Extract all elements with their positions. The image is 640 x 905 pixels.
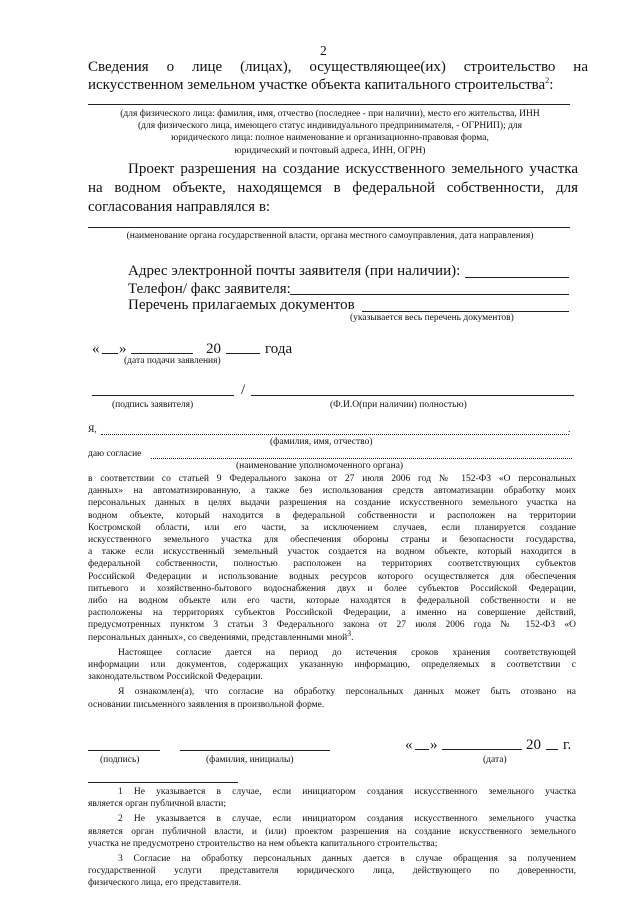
bottom-g: г. [563,737,572,753]
bottom-sign-note: (подпись) [100,755,140,765]
bottom-date-note: (дата) [483,755,507,765]
phone-line [290,294,569,295]
year-word: года [265,341,293,357]
slash: / [241,382,246,398]
bottom-year-line [546,749,558,750]
docs-note: (указывается весь перечень документов) [350,313,514,323]
page-number: 2 [320,43,327,58]
footnote-mark-3: 3 [347,628,352,638]
bottom-open-quote: « [405,737,413,753]
open-quote: « [92,341,100,357]
authority-line [88,227,570,228]
applicant-note: (для физического лица: фамилия, имя, отчество (последнее - при наличии), место его жительства, ИНН (для физического лица, имеющего статус индивидуального предпринимателя, - ОГРНИП); для юридического лица: полное наименование и организационно-правовая форма, юридический и почтовый адреса, ИНН, ОГРН) [120,109,540,156]
applicant-line [88,104,570,105]
give-consent-label: даю согласие [88,449,142,459]
docs-label: Перечень прилагаемых документов [128,297,355,313]
bottom-name-line [180,750,330,751]
footnote-mark-2: 2 [545,76,550,85]
bottom-name-note: (фамилия, инициалы) [206,755,294,765]
heading-line-1: Сведения о лице (лицах), осуществляющее(их) строительство на [88,59,588,75]
bottom-sign-line [88,750,160,751]
bottom-day-line [415,749,429,750]
close-quote: » [119,341,127,357]
signature-line [92,395,234,396]
bottom-close-quote: » [430,737,438,753]
footnotes: 1 Не указывается в случае, если инициатором создания искусственного земельного участка является орган публичной власти; 2 Не указывается в случае, если инициатором создания искусственного земельного участка является орган публичной власти, и (или) проектом разрешения на создание искусственного земельного участка не предусмотрено строительство на нем объекта капитального строительства; 3 Согласие на обработку персональных данных дается в случае обращения за получением государственной услуги представителя юридического лица, действующего по доверенности, физического лица, его представителя. [88,787,576,889]
consent-paragraph: в соответствии со статьей 9 Федерального закона от 27 июля 2006 год № 152-ФЗ «О персональных данных» на автоматизированную, а также без использования средств автоматизации обработку моих персональных данных в целях выдачи разрешения на создание искусственного земельного участка на водном объекте, который находится в федеральной собственности и расположен на территории Костромской области, или его части, за исключением случаев, если планируется создание искусственного земельного участка для обеспечения обороны страны и безопасности государства, а также если искусственный земельный участок создается на водном объекте, который находится в федеральной собственности, полностью расположен на территориях соответствующих субъектов Российской Федерации и использование водных ресурсов которого осуществляется для обеспечения питьевого и хозяйственно-бытового водоснабжения двух и более субъектов Российской Федерации, либо на водном объекте или его части, которые находятся в федеральной собственности и не расположены на территориях субъектов Российской Федерации, а именно на совершение действий, предусмотренных пунктом 3 статьи 3 Федерального закона от 27 июля 2006 года № 152-ФЗ «О персональных данных», со сведениями, представленными мной$^3$. Настоящее согласие дается на период до истечения сроков хранения соответствующей информации или документов, содержащих указанную информацию, определяемых в соответствии с законодательством Российской Федерации. Я ознакомлен(а), что согласие на обработку персональных данных может быть отозвано на основании письменного заявления в произвольной форме. [88,474,576,710]
email-label: Адрес электронной почты заявителя (при наличии): [128,263,461,279]
bottom-month-line [442,749,522,750]
name-note: (Ф.И.О(при наличии) полностью) [330,400,467,410]
project-text: Проект разрешения на создание искусственного земельного участка на водном объекте, находящемся в федеральной собственности, для согласования направлялся в: [88,161,578,215]
month-line [131,353,193,354]
authority-note: (наименование органа государственной власти, органа местного самоуправления, дата направления) [126,231,534,241]
year-prefix: 20 [206,341,221,357]
fio-line [101,434,569,435]
year-line [226,353,260,354]
footnote-separator [88,782,238,783]
phone-label: Телефон/ факс заявителя: [128,281,291,297]
day-line [102,353,118,354]
sign-note: (подпись заявителя) [112,400,194,410]
date-note: (дата подачи заявления) [124,356,221,366]
bottom-year: 20 [526,737,541,753]
name-line [251,395,574,396]
email-line [465,277,569,278]
ya-label: Я, [88,425,97,435]
ya-end: . [568,425,571,435]
organ-note: (наименование уполномоченного органа) [236,461,404,471]
fio-note: (фамилия, имя, отчество) [270,437,373,447]
organ-line [151,458,572,459]
heading-line-2: искусственном земельном участке объекта капитального строительства$^2$: [88,76,554,93]
